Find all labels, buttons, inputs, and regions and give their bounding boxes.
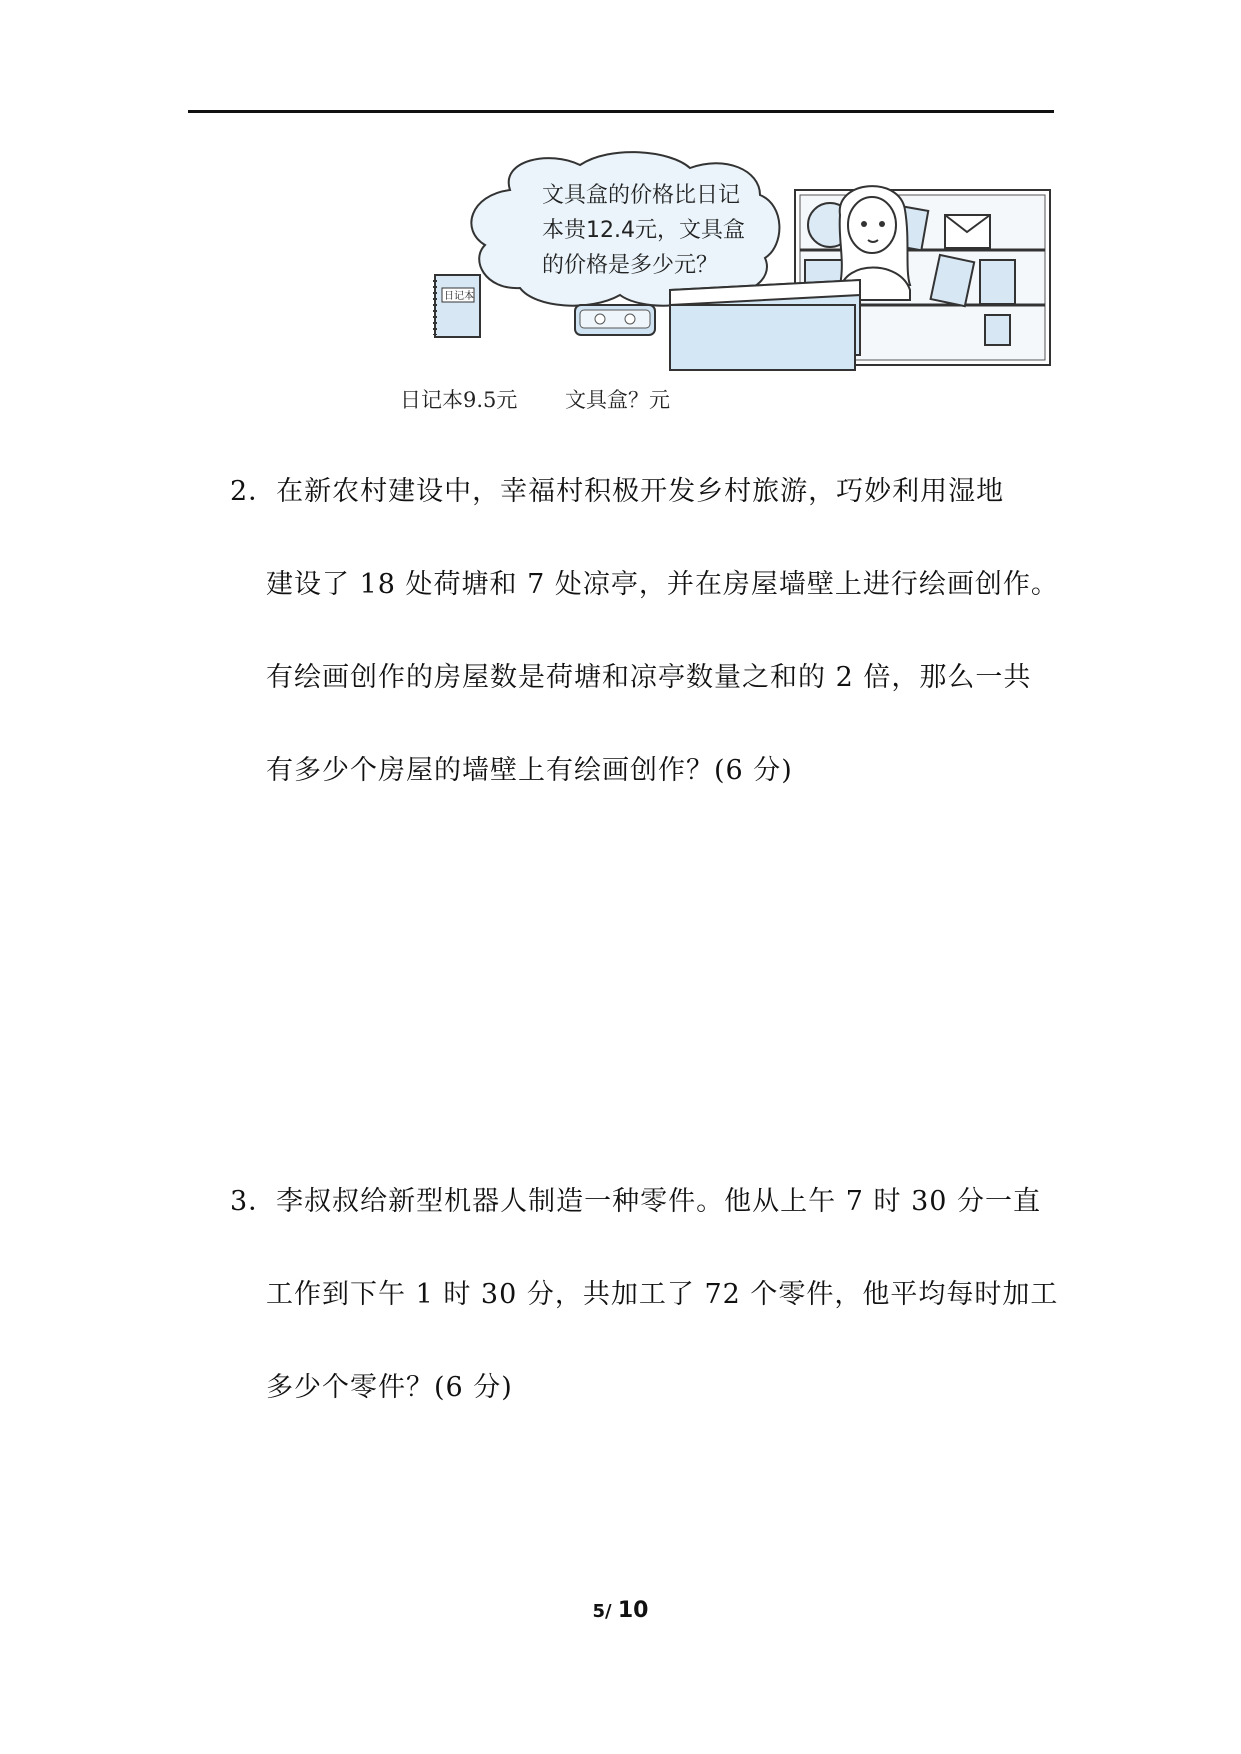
speech-bubble [471,152,779,306]
question-3-line-1: 3．李叔叔给新型机器人制造一种零件。他从上午 7 时 30 分一直 [230,1186,1042,1217]
pencil-case-price-caption: 文具盒？元 [565,388,670,412]
pencil-case-icon [575,305,655,335]
question-2-line-1: 2．在新农村建设中，幸福村积极开发乡村旅游，巧妙利用湿地 [230,476,1005,507]
shop-illustration [400,150,1060,420]
notebook-icon [435,275,480,337]
question-3-line-2: 工作到下午 1 时 30 分，共加工了 72 个零件，他平均每时加工 [266,1279,1059,1310]
question-2-line-3: 有绘画创作的房屋数是荷塘和凉亭数量之和的 2 倍，那么一共 [266,662,1032,693]
shop-counter [670,280,860,370]
notebook-cover-label: 日记本 [444,291,474,302]
page-current: 5/ [592,1601,612,1622]
header-rule [188,110,1054,113]
question-2-line-2: 建设了 18 处荷塘和 7 处凉亭，并在房屋墙壁上进行绘画创作。 [266,569,1059,600]
question-3-line-3: 多少个零件？(6 分) [266,1372,513,1403]
question-2-line-4: 有多少个房屋的墙壁上有绘画创作？(6 分) [266,755,793,786]
page-total: 10 [617,1598,649,1623]
bubble-line-2: 本贵12.4元，文具盒 [542,218,745,243]
question-2 [230,445,1080,817]
question-3 [230,1155,1080,1434]
bubble-line-1: 文具盒的价格比日记 [542,183,741,208]
page-number [0,1598,1241,1623]
notebook-price-caption: 日记本9.5元 [400,388,518,412]
bubble-line-3: 的价格是多少元？ [542,253,719,278]
